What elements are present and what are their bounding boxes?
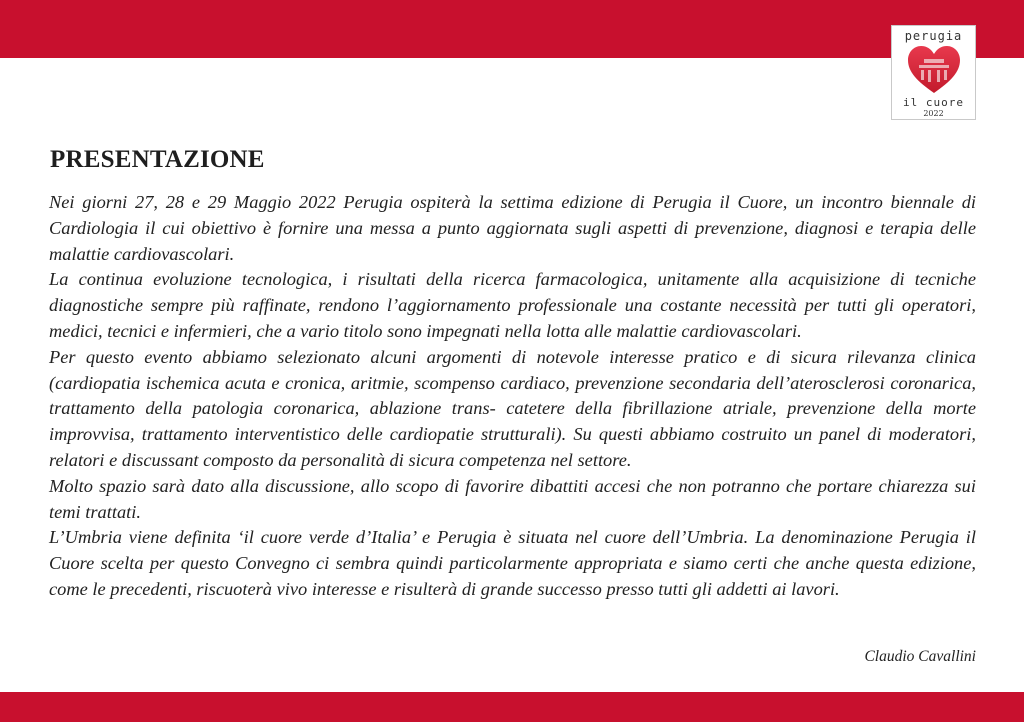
presentation-body <box>49 190 976 603</box>
paragraph-evolution: La continua evoluzione tecnologica, i risultati della ricerca farmacologica, unitamente alla acquisizione di tecniche diagnostiche sempre più raffinate, rendono l’aggiornamento professionale una costante necessità per tutti gli operatori, medici, tecnici e infermieri, che a vario titolo sono impegnati nella lotta alle malattie cardiovascolari. <box>49 269 976 341</box>
paragraph-topics: Per questo evento abbiamo selezionato alcuni argomenti di notevole interesse pratico e di sicura rilevanza clinica (cardiopatia ischemica acuta e cronica, aritmie, scompenso cardiaco, prevenzione secondaria dell’aterosclerosi coronarica, trattamento della patologia coronarica, ablazione trans- catetere della fibrillazione atriale, prevenzione della morte improvvisa, trattamento interventistico delle cardiopatie strutturali). Su questi abbiamo costruito un panel di moderatori, relatori e discussant composto da personalità di sicura competenza nel settore. <box>49 346 976 470</box>
logo-top-text: perugia <box>904 29 963 43</box>
paragraph-intro: Nei giorni 27, 28 e 29 Maggio 2022 Perugia ospiterà la settima edizione di Perugia il Cuore, un incontro biennale di Cardiologia il cui obiettivo è fornire una messa a punto aggiornata sugli aspetti di prevenzione, diagnosi e terapia delle malattie cardiovascolari. <box>49 192 976 264</box>
perugia-il-cuore-logo <box>891 25 976 120</box>
paragraph-discussion: Molto spazio sarà dato alla discussione, allo scopo di favorire dibattiti accesi che non potranno che portare chiarezza sui temi trattati. <box>49 475 976 522</box>
logo-bottom-text: il cuore <box>903 96 964 109</box>
heart-icon <box>907 45 961 95</box>
paragraph-umbria: L’Umbria viene definita ‘il cuore verde d’Italia’ e Perugia è situata nel cuore dell’Umbria. La denominazione Perugia il Cuore scelta per questo Convegno ci sembra quindi particolarmente appropriata e siamo certi che anche questa edizione, come le precedenti, riscuoterà vivo interesse e risulterà di grande successo presso tutti gli addetti ai lavori. <box>49 527 976 599</box>
top-red-band <box>0 0 1024 58</box>
author-signature: Claudio Cavallini <box>864 648 976 665</box>
bottom-red-band <box>0 692 1024 722</box>
page-title: PRESENTAZIONE <box>50 146 265 173</box>
logo-year: 2022 <box>923 109 944 118</box>
